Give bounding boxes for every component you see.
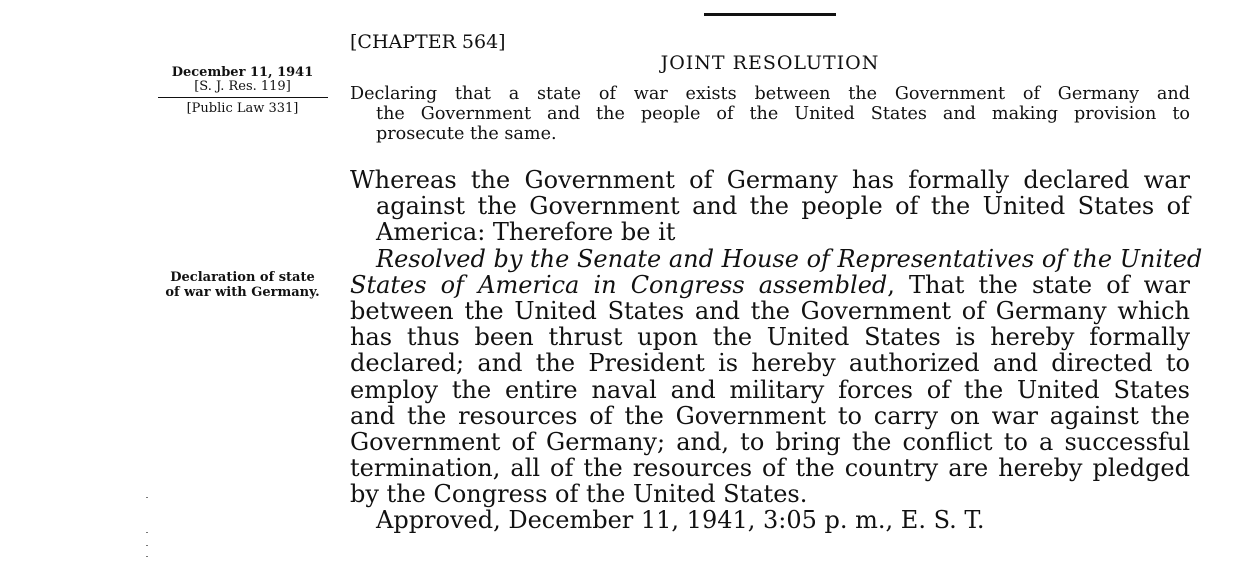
resolved-line (350, 272, 1190, 298)
whereas-line: America: Therefore be it (376, 218, 676, 247)
chapter-number: [CHAPTER 564] (350, 31, 506, 53)
resolved-line: employ the entire naval and military forces of the United States (350, 375, 1190, 404)
top-rule (704, 13, 836, 16)
margin-speck (146, 532, 148, 533)
resolution-body (350, 166, 1203, 535)
resolved-italic-fragment: States of America in Congress assembled (350, 270, 888, 299)
sidenote-divider (158, 97, 328, 98)
resolved-italic-line: Resolved by the Senate and House of Representatives of the United (376, 244, 1203, 273)
resolution-title (350, 84, 1190, 144)
sidenote-date: December 11, 1941 (171, 65, 314, 80)
resolved-line: by the Congress of the United States. (350, 480, 808, 509)
resolved-line: and the resources of the Government to carry on war against the (350, 401, 1190, 430)
margin-speck (146, 556, 148, 557)
whereas-line: Whereas the Government of Germany has formally declared war (350, 166, 1190, 194)
resolved-line: declared; and the President is hereby authorized and directed to (350, 349, 1190, 378)
title-line: the Government and the people of the United States and making provision to (376, 104, 1190, 124)
whereas-line: against the Government and the people of the United States of (376, 192, 1190, 221)
sidenote-declaration-line1: Declaration of state (170, 270, 315, 285)
title-line: Declaring that a state of war exists between the Government of Germany and (350, 84, 1190, 104)
resolved-line: Government of Germany; and, to bring the conflict to a successful (350, 427, 1190, 456)
sidenote-declaration-line2: of war with Germany. (165, 285, 320, 300)
sidenote-resolution: [S. J. Res. 119] (194, 79, 291, 94)
sidenote-public-law: [Public Law 331] (186, 101, 299, 116)
margin-speck (146, 497, 148, 498)
document-heading: JOINT RESOLUTION (660, 52, 880, 74)
margin-speck (146, 545, 148, 546)
resolved-fragment: , That the state of war (887, 270, 1190, 299)
approval-line: Approved, December 11, 1941, 3:05 p. m., E. S. T. (376, 506, 985, 535)
resolved-line: between the United States and the Government of Germany which (350, 296, 1190, 325)
resolved-line: termination, all of the resources of the country are hereby pledged (350, 454, 1190, 483)
title-line: prosecute the same. (376, 124, 557, 144)
resolved-line: has thus been thrust upon the United States is hereby formally (350, 323, 1190, 352)
